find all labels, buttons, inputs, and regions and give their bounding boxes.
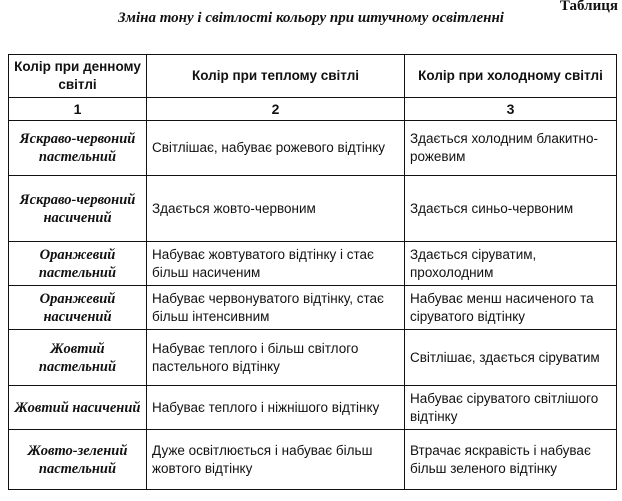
warm-light-cell: Набуває теплого і ніжнішого відтінку: [147, 386, 405, 430]
cold-light-cell: Набуває менш насиченого та сіруватого відтінку: [405, 286, 617, 330]
table-row: [9, 176, 617, 242]
cold-light-cell: Здається синьо-червоним: [405, 176, 617, 242]
table-row: [9, 330, 617, 386]
daylight-color-cell: Жовто-зелений пастельний: [9, 430, 147, 490]
warm-light-cell: Здається жовто-червоним: [147, 176, 405, 242]
color-table: [8, 54, 617, 490]
column-number: 3: [405, 98, 617, 121]
table-title: Зміна тону і світлості кольору при штучному освітленні: [118, 10, 504, 26]
table-row: [9, 242, 617, 286]
table-row: [9, 386, 617, 430]
table-row: [9, 121, 617, 176]
column-header: Колір при холодному світлі: [405, 55, 617, 98]
warm-light-cell: Набуває червонуватого відтінку, стає більш інтенсивним: [147, 286, 405, 330]
column-header: Колір при денному світлі: [9, 55, 147, 98]
header-row: [9, 55, 617, 98]
cold-light-cell: Здається холодним блакитно-рожевим: [405, 121, 617, 176]
column-number-row: [9, 98, 617, 121]
daylight-color-cell: Яскраво-червоний пастельний: [9, 121, 147, 176]
warm-light-cell: Набуває теплого і більш світлого пастельного відтінку: [147, 330, 405, 386]
table-row: [9, 286, 617, 330]
table-row: [9, 430, 617, 490]
column-number: 1: [9, 98, 147, 121]
cold-light-cell: Здається сіруватим, прохолодним: [405, 242, 617, 286]
cold-light-cell: Набуває сіруватого світлішого відтінку: [405, 386, 617, 430]
daylight-color-cell: Оранжевий насичений: [9, 286, 147, 330]
daylight-color-cell: Яскраво-червоний насичений: [9, 176, 147, 242]
column-number: 2: [147, 98, 405, 121]
daylight-color-cell: Жовтий пастельний: [9, 330, 147, 386]
table-label: Таблиця: [559, 0, 618, 14]
warm-light-cell: Дуже освітлюється і набуває більш жовтого відтінку: [147, 430, 405, 490]
cold-light-cell: Втрачає яскравість і набуває більш зеленого відтінку: [405, 430, 617, 490]
cold-light-cell: Світлішає, здається сіруватим: [405, 330, 617, 386]
column-header: Колір при теплому світлі: [147, 55, 405, 98]
daylight-color-cell: Жовтий насичений: [9, 386, 147, 430]
daylight-color-cell: Оранжевий пастельний: [9, 242, 147, 286]
warm-light-cell: Набуває жовтуватого відтінку і стає більш насиченим: [147, 242, 405, 286]
warm-light-cell: Світлішає, набуває рожевого відтінку: [147, 121, 405, 176]
